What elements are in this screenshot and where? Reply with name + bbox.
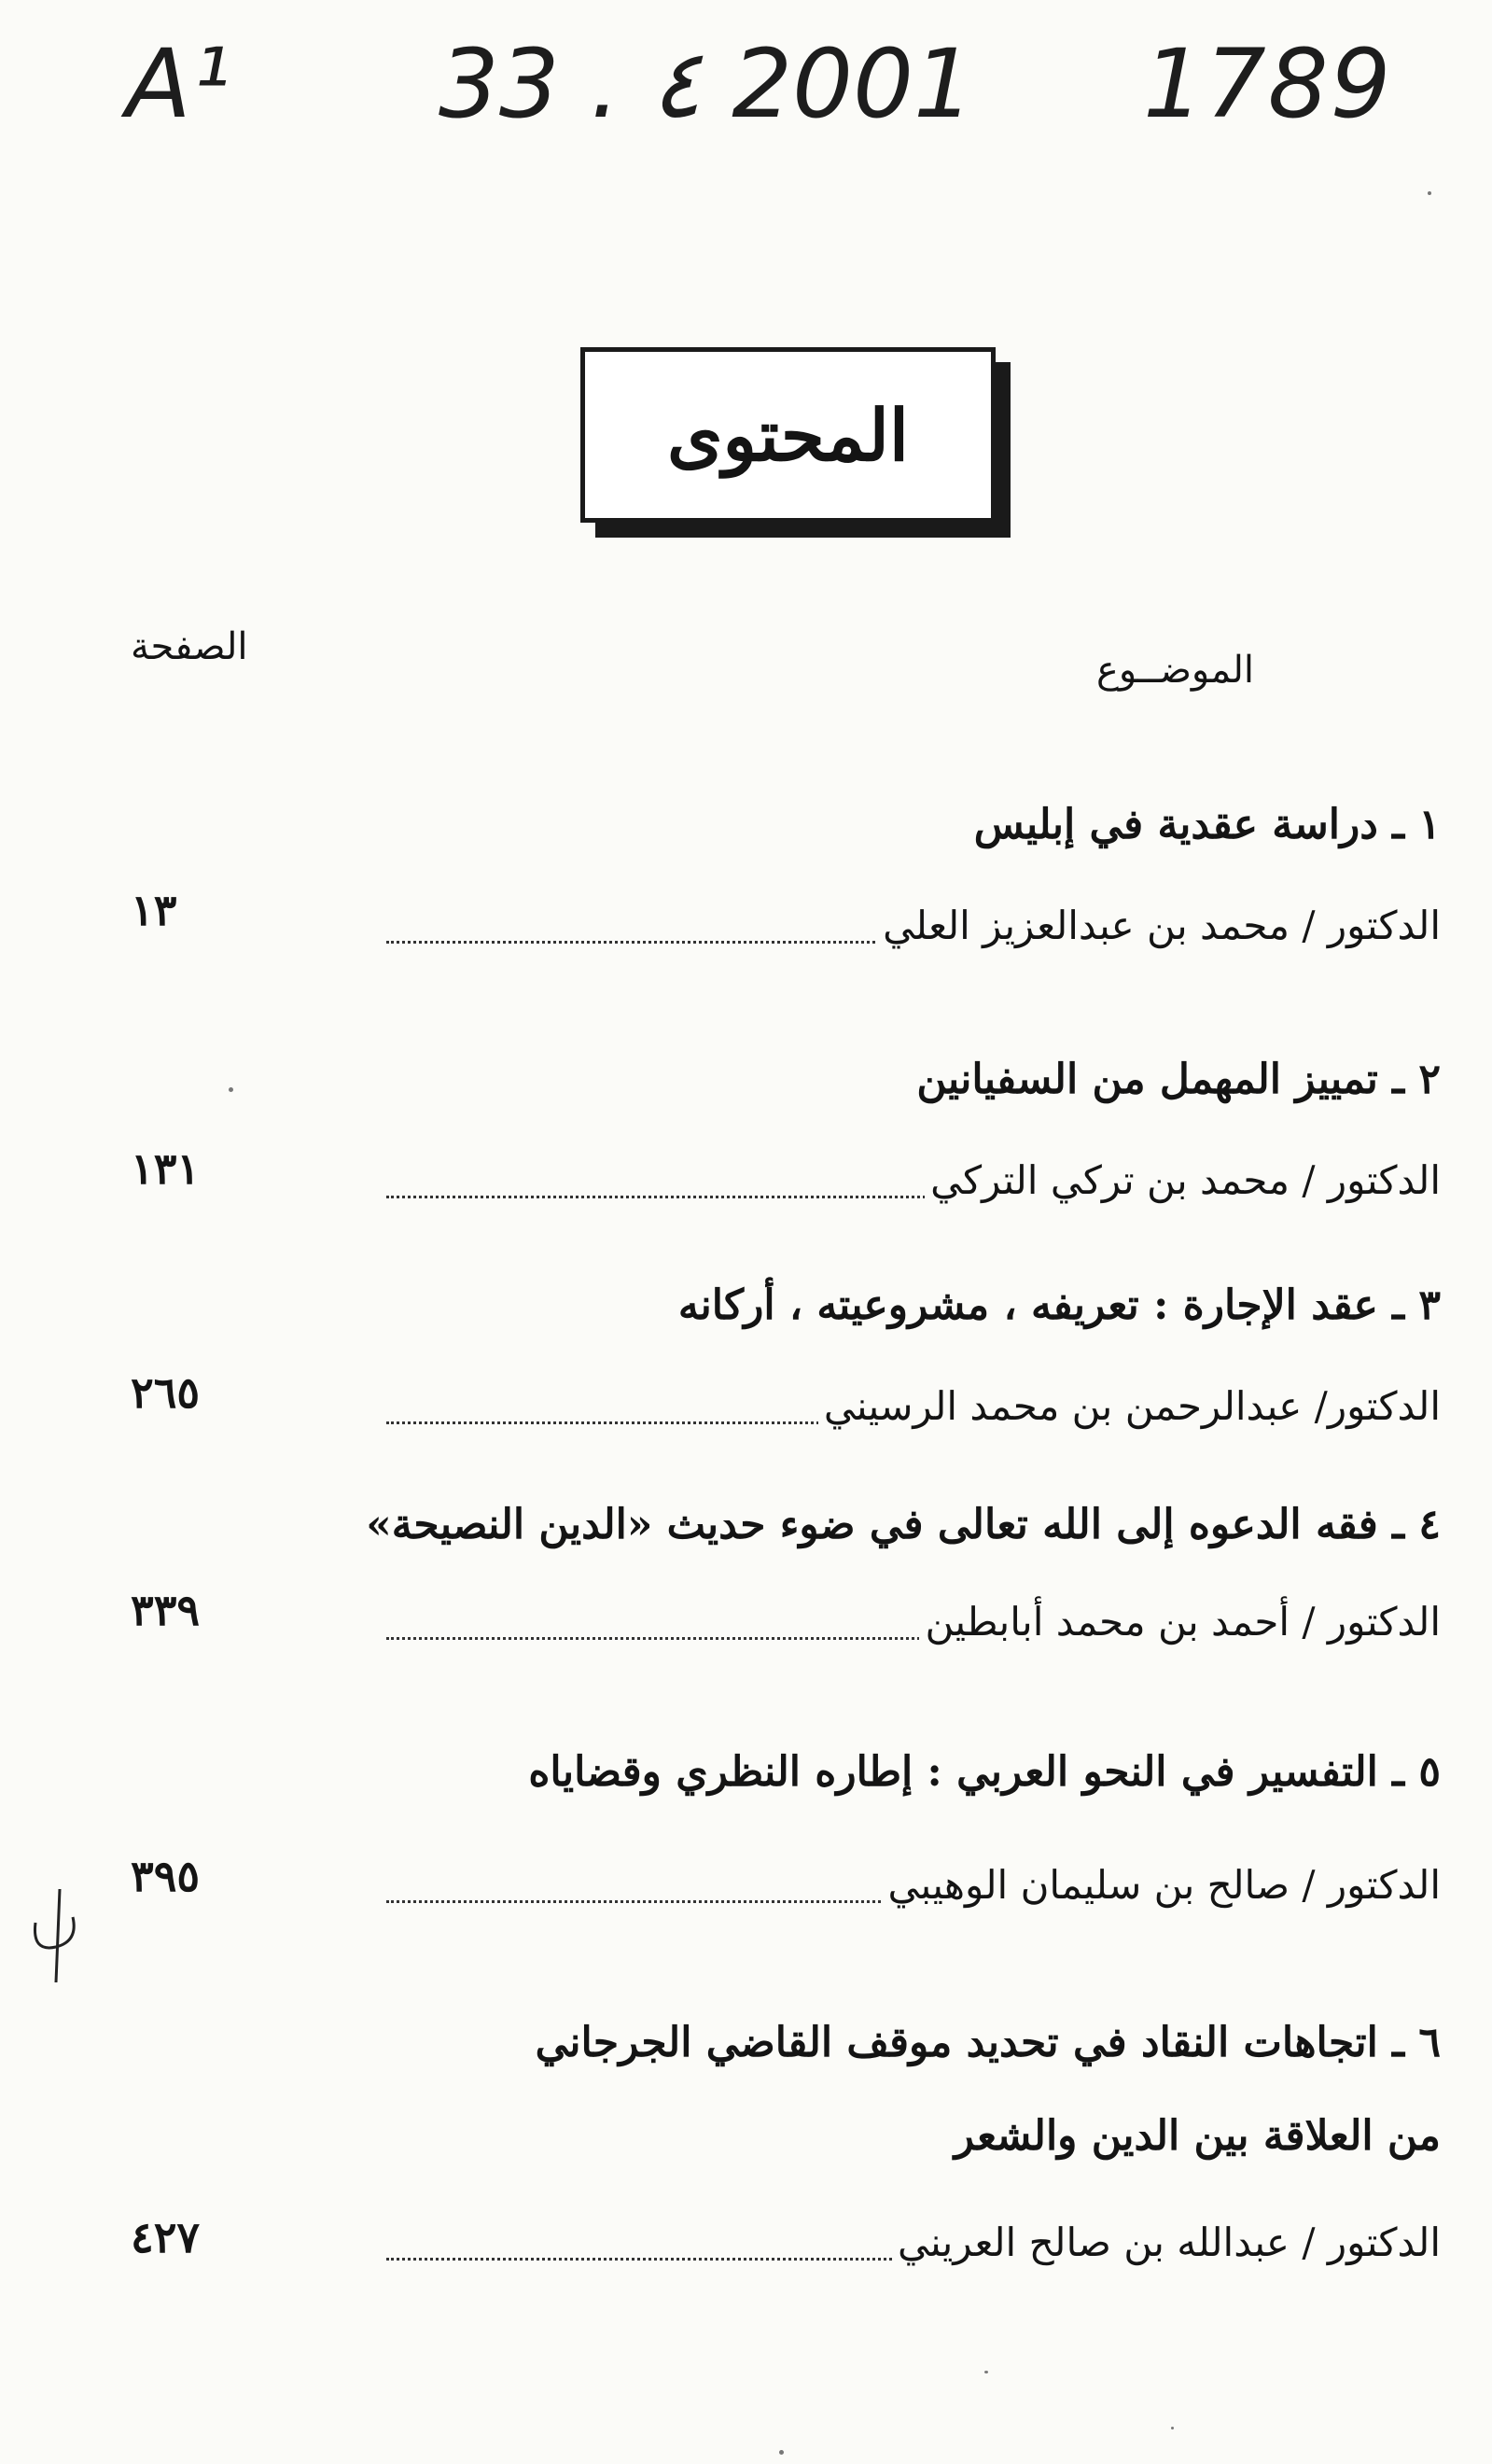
entry-title: ٣ ـ عقد الإجارة : تعريفه ، مشروعيته ، أركانه: [677, 1281, 1441, 1329]
handwritten-volume-date: 33 . ٤ 2001: [439, 29, 974, 140]
topic-column-header: الموضــوع: [1095, 649, 1254, 692]
handwritten-margin-mark: [28, 1885, 84, 1988]
page-column-header: الصفحة: [131, 625, 248, 668]
toc-entry-1: [317, 789, 1441, 948]
entry-title: ٤ ـ فقه الدعوه إلى الله تعالى في ضوء حديث «الدين النصيحة»: [366, 1501, 1441, 1548]
entry-author: الدكتور / عبدالله بن صالح العريني: [892, 2210, 1441, 2275]
entry-title: ١ ـ دراسة عقدية في إبليس: [973, 801, 1441, 848]
entry-author: الدكتور/ عبدالرحمن بن محمد الرسيني: [818, 1374, 1441, 1439]
entry-page-number: ٣٣٩: [131, 1585, 201, 1635]
entry-author: الدكتور / محمد بن عبدالعزيز العلي: [877, 893, 1441, 959]
entry-title: ٦ ـ اتجاهات النقاد في تحديد موقف القاضي الجرجاني: [535, 2019, 1441, 2066]
entry-page-number: ٢٦٥: [131, 1367, 201, 1418]
author-row: [386, 1148, 1441, 1213]
entry-page-number: ١٣: [131, 885, 177, 935]
entry-author: الدكتور / أحمد بن محمد أبابطين: [919, 1589, 1441, 1655]
entry-author: الدكتور / صالح بن سليمان الوهيبي: [883, 1853, 1441, 1918]
entry-page-number: ٣٩٥: [131, 1851, 201, 1901]
toc-entry-5: [317, 1736, 1441, 1908]
entry-title: ٥ ـ التفسير في النحو العربي : إطاره النظري وقضاياه: [528, 1748, 1441, 1796]
toc-entry-6: [317, 2007, 1441, 2265]
author-row: [386, 893, 1441, 959]
scan-speck: [1171, 2427, 1174, 2429]
author-row: [386, 2210, 1441, 2275]
scan-speck: [779, 2450, 784, 2455]
page-title: المحتوى: [667, 393, 909, 477]
entry-page-number: ٤٢٧: [131, 2212, 201, 2262]
handwritten-number: 1789: [1143, 29, 1393, 140]
scan-speck: [1428, 191, 1431, 195]
toc-entry-4: [317, 1489, 1441, 1645]
author-row: [386, 1589, 1441, 1655]
scan-speck: [229, 1087, 233, 1092]
scan-speck: [984, 2371, 988, 2373]
author-row: [386, 1853, 1441, 1918]
author-row: [386, 1374, 1441, 1439]
entry-page-number: ١٣١: [131, 1143, 201, 1194]
entry-title-line-2: من العلاقة بين الدين والشعر: [954, 2112, 1441, 2160]
toc-entry-2: [317, 1043, 1441, 1203]
entry-author: الدكتور / محمد بن تركي التركي: [925, 1148, 1441, 1213]
entry-title: ٢ ـ تمييز المهمل من السفيانين: [916, 1056, 1441, 1103]
title-box: [580, 347, 996, 523]
handwritten-label: A¹: [126, 29, 233, 140]
toc-entry-3: [317, 1269, 1441, 1429]
